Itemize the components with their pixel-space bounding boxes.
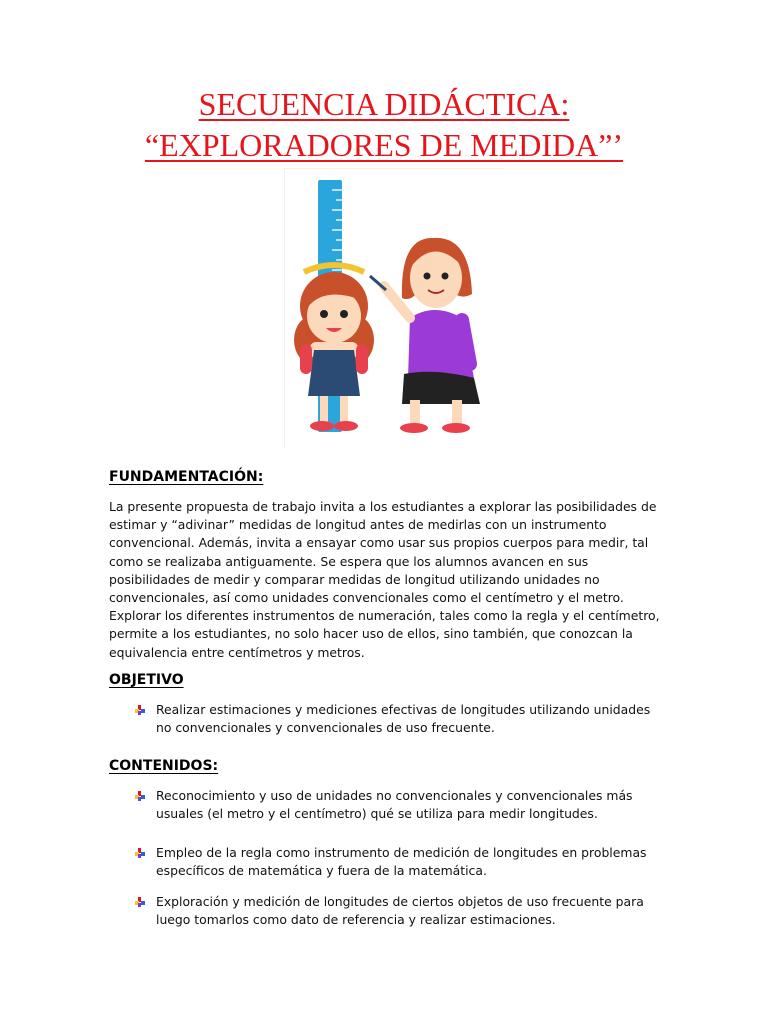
- contenidos-list: [109, 787, 669, 929]
- teacher-figure: [370, 238, 480, 433]
- bullet-icon: [135, 705, 145, 715]
- contenidos-heading: CONTENIDOS:: [109, 758, 219, 774]
- bullet-icon: [135, 791, 145, 801]
- document-title: [0, 84, 768, 166]
- list-item: Reconocimiento y uso de unidades no convencionales y convencionales más usuales (el metro y el centímetro) qué se utiliza para medir longitudes.: [109, 787, 669, 824]
- objetivo-heading: OBJETIVO: [109, 672, 184, 688]
- fundamentacion-section: [109, 469, 669, 662]
- fundamentacion-text: La presente propuesta de trabajo invita a los estudiantes a explorar las posibilidades de estimar y “adivinar” medidas de longitud antes de medirlas con un instrumento convencional. Además, invita a ensayar como usar sus propios cuerpos para medir, tal como se realizaba antiguamente. Se espera que los alumnos avancen en sus posibilidades de medir y comparar medidas de longitud utilizando unidades no convencionales, así como unidades convencionales como el centímetro y el metro. Explorar los diferentes instrumentos de numeración, tales como la regla y el centímetro, permite a los estudiantes, no solo hacer uso de ellos, sino también, que conozcan la equivalencia entre centímetros y metros.: [109, 499, 660, 660]
- title-line-1: SECUENCIA DIDÁCTICA:: [198, 86, 570, 122]
- objetivo-section: [109, 672, 669, 738]
- list-item: Exploración y medición de longitudes de ciertos objetos de uso frecuente para luego tomarlos como dato de referencia y realizar estimaciones.: [109, 893, 669, 930]
- list-item: Empleo de la regla como instrumento de medición de longitudes en problemas específicos de matemática y fuera de la matemática.: [109, 844, 669, 881]
- title-line-2: “EXPLORADORES DE MEDIDA”’: [144, 127, 624, 163]
- list-item: Realizar estimaciones y mediciones efectivas de longitudes utilizando unidades no convencionales y convencionales de uso frecuente.: [109, 701, 669, 738]
- fundamentacion-heading: FUNDAMENTACIÓN:: [109, 469, 264, 485]
- bullet-icon: [135, 848, 145, 858]
- contenidos-section: [109, 758, 669, 929]
- objetivo-list: [109, 701, 669, 738]
- measuring-illustration: [284, 168, 504, 448]
- bullet-icon: [135, 897, 145, 907]
